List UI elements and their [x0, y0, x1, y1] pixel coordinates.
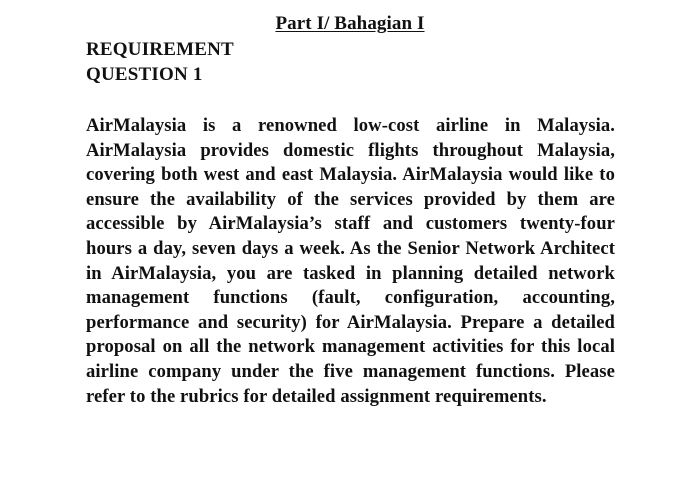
question-body-paragraph: AirMalaysia is a renowned low-cost airline in Malaysia. AirMalaysia provides domestic flights throughout Malaysia, covering both west and east Malaysia. AirMalaysia would like to ensure the availability of the services provided by them are accessible by AirMalaysia’s staff and customers twenty-four hours a day, seven days a week. As the Senior Network Architect in AirMalaysia, you are tasked in planning detailed network management functions (fault, configuration, accounting, performance and security) for AirMalaysia. Prepare a detailed proposal on all the network management activities for this local airline company under the five management functions. Please refer to the rubrics for detailed assignment requirements. — [86, 115, 615, 407]
requirement-heading: REQUIREMENT — [86, 39, 234, 60]
question-heading: QUESTION 1 — [86, 64, 203, 85]
part-title: Part I/ Bahagian I — [275, 13, 425, 34]
